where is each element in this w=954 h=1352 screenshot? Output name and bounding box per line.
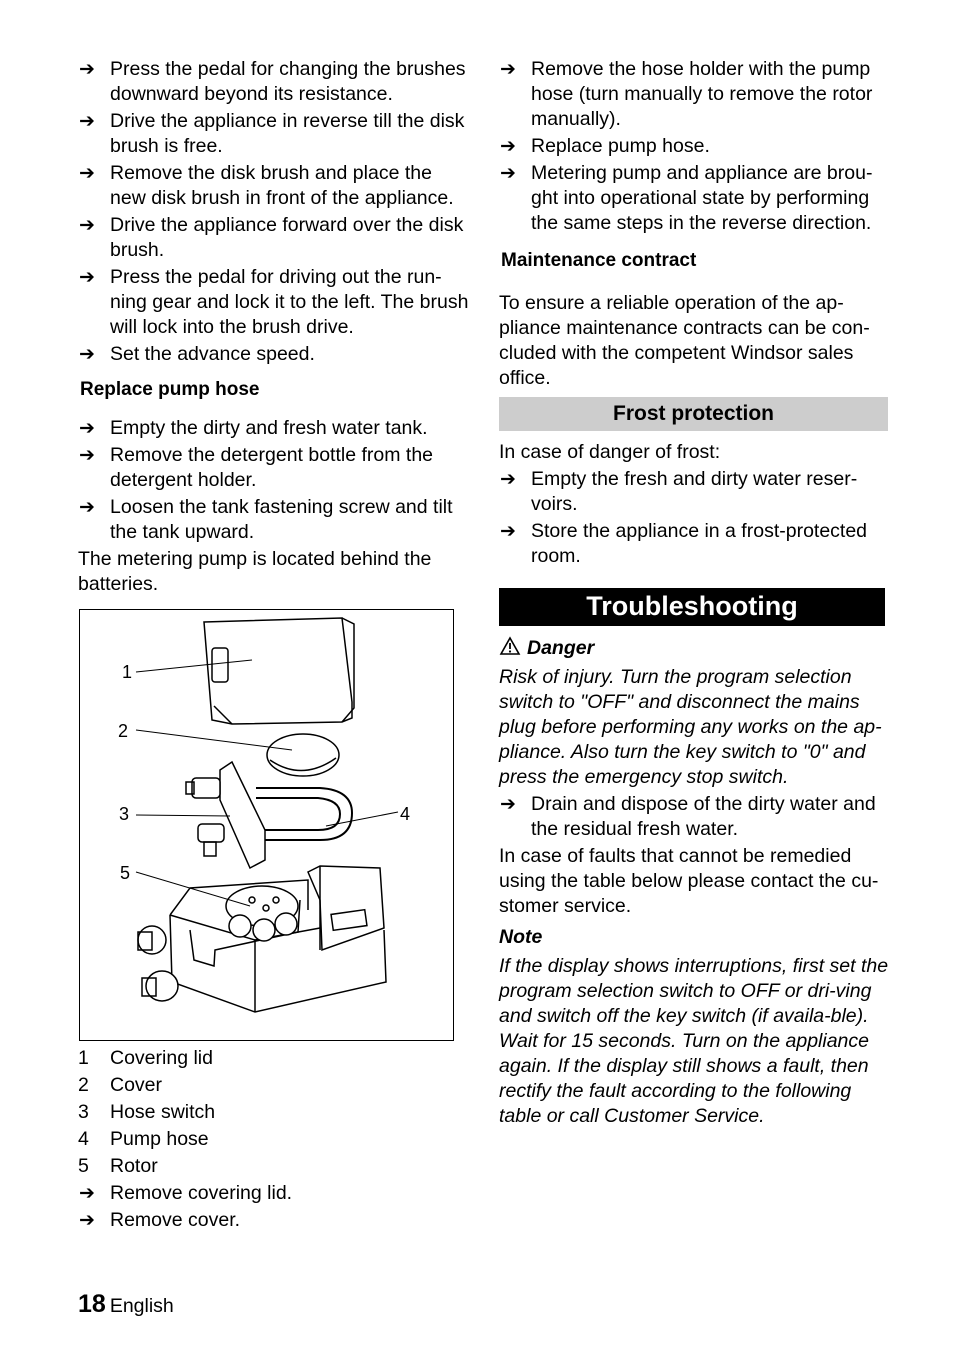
step-text: Store the appliance in a frost-protected room.: [531, 520, 868, 567]
step: [499, 792, 895, 842]
step-text: Empty the dirty and fresh water tank.: [110, 417, 428, 439]
legend-item: [78, 1100, 470, 1125]
legend-label: Covering lid: [110, 1047, 213, 1069]
arrow-right-icon: ➔: [500, 59, 516, 80]
arrow-right-icon: ➔: [500, 521, 516, 542]
step: [78, 109, 470, 159]
legend-item: [78, 1046, 470, 1071]
arrow-right-icon: ➔: [500, 469, 516, 490]
legend-number: 3: [78, 1101, 89, 1123]
pump-diagram-figure: [79, 609, 454, 1041]
step-text: Remove covering lid.: [110, 1182, 293, 1204]
paragraph-faults: In case of faults that cannot be remedied using the table below please contact the cu-stomer service.: [499, 845, 879, 917]
arrow-right-icon: ➔: [79, 1210, 95, 1231]
arrow-right-icon: ➔: [79, 344, 95, 365]
step: [78, 443, 470, 493]
step-text: Drive the appliance in reverse till the disk brush is free.: [110, 110, 465, 157]
section-heading-replace-pump-hose: Replace pump hose: [80, 379, 260, 400]
step: [78, 265, 470, 340]
arrow-right-icon: ➔: [79, 59, 95, 80]
legend-label: Cover: [110, 1074, 163, 1096]
step: [78, 1208, 470, 1233]
step: [499, 57, 895, 132]
arrow-right-icon: ➔: [79, 1183, 95, 1204]
step: [499, 519, 895, 569]
arrow-right-icon: ➔: [500, 136, 516, 157]
page-footer: [78, 1292, 174, 1319]
arrow-right-icon: ➔: [500, 163, 516, 184]
step: [78, 57, 470, 107]
legend-label: Pump hose: [110, 1128, 209, 1150]
step: [78, 416, 470, 441]
page-number: 18: [78, 1290, 106, 1318]
step: [78, 342, 470, 367]
danger-label: Danger: [527, 637, 595, 659]
step-text: Metering pump and appliance are brou-ght into operational state by performing the same steps in the reverse direction.: [531, 162, 873, 234]
step-text: Remove the hose holder with the pump hose (turn manually to remove the rotor manually).: [531, 58, 873, 130]
section-heading-maintenance-contract: Maintenance contract: [501, 250, 697, 271]
step: [78, 495, 470, 545]
paragraph-metering-pump: The metering pump is located behind the batteries.: [78, 548, 432, 595]
arrow-right-icon: ➔: [79, 418, 95, 439]
section-band-frost-protection: Frost protection: [499, 397, 888, 431]
step-text: Remove cover.: [110, 1209, 241, 1231]
arrow-right-icon: ➔: [500, 794, 516, 815]
warning-triangle-icon: [499, 636, 521, 656]
legend-label: Hose switch: [110, 1101, 216, 1123]
step-text: Replace pump hose.: [531, 135, 710, 157]
arrow-right-icon: ➔: [79, 445, 95, 466]
callout-2: 2: [118, 721, 129, 741]
step-text: Drain and dispose of the dirty water and the residual fresh water.: [531, 793, 876, 840]
note-text: If the display shows interruptions, first set the program selection switch to OFF or dri-ving and switch off the key switch (if availa-ble). Wait for 15 seconds. Turn on the appliance again. If the display still shows a fault, then rectify the fault according to the following table or call Customer Service.: [499, 955, 889, 1127]
step: [499, 467, 895, 517]
legend-item: [78, 1154, 470, 1179]
right-column: [499, 57, 895, 1131]
step-text: Empty the fresh and dirty water reser-voirs.: [531, 468, 858, 515]
legend-item: [78, 1127, 470, 1152]
step-text: Drive the appliance forward over the disk brush.: [110, 214, 464, 261]
legend-number: 1: [78, 1047, 89, 1069]
step-text: Loosen the tank fastening screw and tilt the tank upward.: [110, 496, 453, 543]
step-text: Press the pedal for changing the brushes downward beyond its resistance.: [110, 58, 466, 105]
danger-heading: [499, 636, 895, 661]
arrow-right-icon: ➔: [79, 215, 95, 236]
arrow-right-icon: ➔: [79, 163, 95, 184]
step-text: Remove the detergent bottle from the detergent holder.: [110, 444, 434, 491]
legend-number: 4: [78, 1128, 89, 1150]
paragraph-frost-intro: In case of danger of frost:: [499, 441, 721, 463]
arrow-right-icon: ➔: [79, 111, 95, 132]
callout-4: 4: [400, 804, 411, 824]
step-text: Remove the disk brush and place the new disk brush in front of the appliance.: [110, 162, 454, 209]
step: [499, 161, 895, 236]
legend-item: [78, 1073, 470, 1098]
step: [78, 1181, 470, 1206]
arrow-right-icon: ➔: [79, 267, 95, 288]
step-text: Set the advance speed.: [110, 343, 315, 365]
left-column: [78, 57, 470, 1235]
note-label: Note: [499, 926, 543, 948]
legend-label: Rotor: [110, 1155, 158, 1177]
legend-number: 5: [78, 1155, 89, 1177]
paragraph-maintenance: To ensure a reliable operation of the ap-pliance maintenance contracts can be con-cluded with the competent Windsor sales office.: [499, 292, 870, 389]
step-text: Press the pedal for driving out the run-ning gear and lock it to the left. The brush will lock into the brush drive.: [110, 266, 469, 338]
section-band-troubleshooting: Troubleshooting: [499, 588, 885, 626]
callout-3: 3: [119, 804, 130, 824]
step: [78, 161, 470, 211]
callout-5: 5: [120, 863, 131, 883]
footer-language: English: [109, 1295, 174, 1317]
arrow-right-icon: ➔: [79, 497, 95, 518]
legend-number: 2: [78, 1074, 89, 1096]
danger-text: Risk of injury. Turn the program selection switch to "OFF" and disconnect the mains plug before performing any works on the ap-pliance. Also turn the key switch to "0" and press the emergency stop switch.: [499, 666, 882, 788]
callout-1: 1: [122, 662, 133, 682]
pump-diagram: [80, 610, 453, 1040]
step: [499, 134, 895, 159]
step: [78, 213, 470, 263]
